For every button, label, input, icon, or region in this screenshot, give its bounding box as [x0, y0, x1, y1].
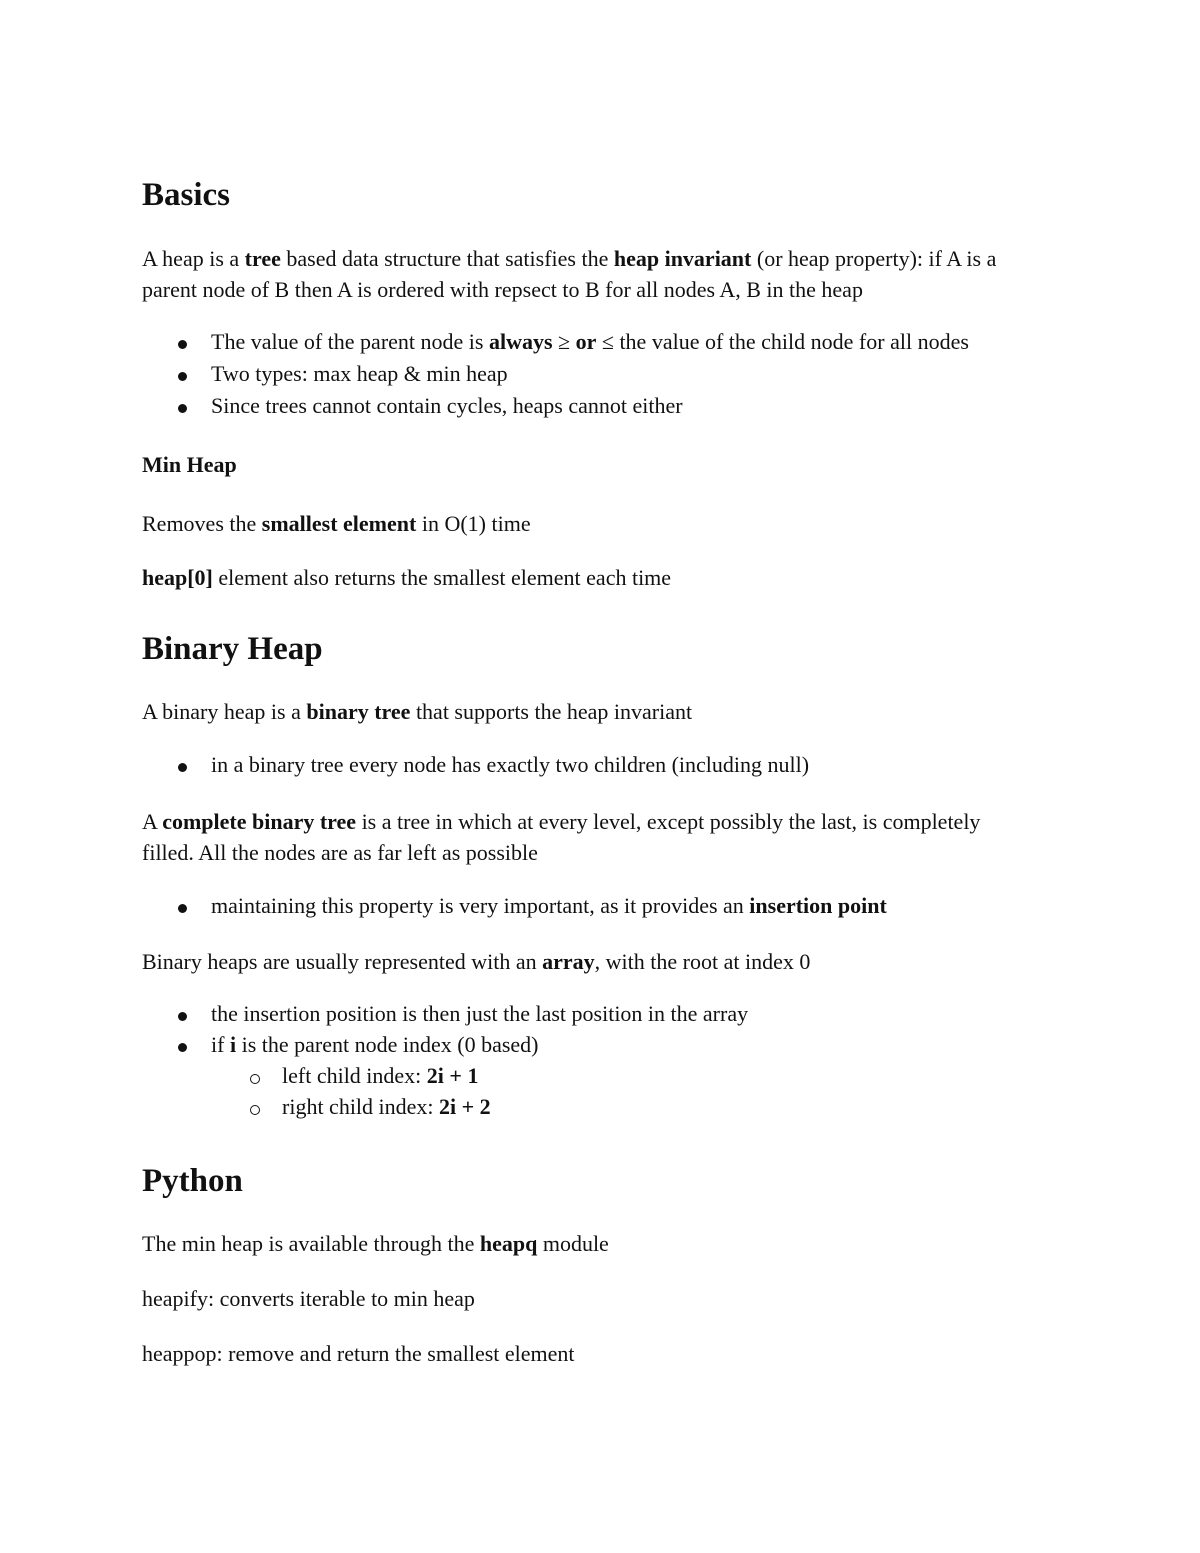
text: module	[537, 1231, 609, 1256]
basics-paragraph-line1	[142, 243, 996, 274]
binary-heap-paragraph-1	[142, 696, 692, 727]
text: A	[142, 809, 163, 834]
bullet-icon	[178, 763, 187, 772]
text: (or heap property): if A is a	[751, 246, 997, 271]
text: that supports the heap invariant	[410, 699, 693, 724]
heading-binary-heap: Binary Heap	[142, 631, 323, 667]
min-heap-paragraph-1	[142, 508, 531, 539]
text: maintaining this property is very important, as it provides an	[211, 893, 750, 918]
text: A binary heap is a	[142, 699, 307, 724]
bold-text: 2i + 2	[439, 1094, 491, 1119]
bold-text: i	[229, 1032, 237, 1057]
hollow-bullet-icon	[250, 1105, 260, 1115]
list-item	[211, 893, 887, 919]
text: is a tree in which at every level, except possibly the last, is completely	[356, 809, 981, 834]
bullet-icon	[178, 1012, 187, 1021]
text: Binary heaps are usually represented with an	[142, 949, 543, 974]
hollow-bullet-icon	[250, 1074, 260, 1084]
text: A heap is a	[142, 246, 245, 271]
bold-text: array	[542, 949, 595, 974]
binary-heap-paragraph-3	[142, 946, 810, 977]
bold-text: or	[575, 329, 597, 354]
binary-heap-paragraph-2-line2: filled. All the nodes are as far left as possible	[142, 840, 538, 865]
basics-paragraph-line2: parent node of B then A is ordered with repsect to B for all nodes A, B in the heap	[142, 277, 863, 302]
text: ≤ the value of the child node for all nodes	[596, 329, 969, 354]
bold-text: heapq	[479, 1231, 538, 1256]
text: Removes the	[142, 511, 262, 536]
binary-heap-paragraph-2-line1	[142, 806, 980, 837]
text: , with the root at index 0	[594, 949, 811, 974]
list-item	[211, 329, 969, 355]
heading-min-heap: Min Heap	[142, 452, 237, 477]
python-paragraph-1	[142, 1228, 609, 1259]
text: left child index:	[282, 1063, 427, 1088]
bold-text: binary tree	[306, 699, 411, 724]
text: The value of the parent node is	[211, 329, 489, 354]
text: ≥	[552, 329, 576, 354]
bold-text: smallest element	[261, 511, 417, 536]
bold-text: insertion point	[749, 893, 887, 918]
text: is the parent node index (0 based)	[236, 1032, 539, 1057]
list-item: Two types: max heap & min heap	[211, 361, 508, 386]
text: if	[211, 1032, 230, 1057]
text: right child index:	[282, 1094, 440, 1119]
bold-text: tree	[244, 246, 281, 271]
bold-text: heap[0]	[142, 565, 213, 590]
bold-text: always	[488, 329, 553, 354]
bullet-icon	[178, 404, 187, 413]
bullet-icon	[178, 372, 187, 381]
heading-python: Python	[142, 1163, 243, 1199]
sub-list-item	[282, 1094, 491, 1120]
min-heap-paragraph-2	[142, 562, 671, 593]
text: The min heap is available through the	[142, 1231, 480, 1256]
bullet-icon	[178, 340, 187, 349]
sub-list-item	[282, 1063, 478, 1089]
text: based data structure that satisfies the	[280, 246, 614, 271]
python-paragraph-2: heapify: converts iterable to min heap	[142, 1286, 475, 1311]
bold-text: 2i + 1	[426, 1063, 479, 1088]
list-item: the insertion position is then just the last position in the array	[211, 1001, 749, 1026]
list-item: Since trees cannot contain cycles, heaps cannot either	[211, 393, 683, 418]
bullet-icon	[178, 1043, 187, 1052]
bold-text: heap invariant	[613, 246, 752, 271]
list-item: in a binary tree every node has exactly two children (including null)	[211, 752, 810, 777]
heading-basics: Basics	[142, 177, 231, 213]
bold-text: complete binary tree	[162, 809, 357, 834]
bullet-icon	[178, 904, 187, 913]
text: in O(1) time	[416, 511, 531, 536]
python-paragraph-3: heappop: remove and return the smallest element	[142, 1341, 575, 1366]
text: element also returns the smallest element each time	[212, 565, 672, 590]
list-item	[211, 1032, 538, 1058]
